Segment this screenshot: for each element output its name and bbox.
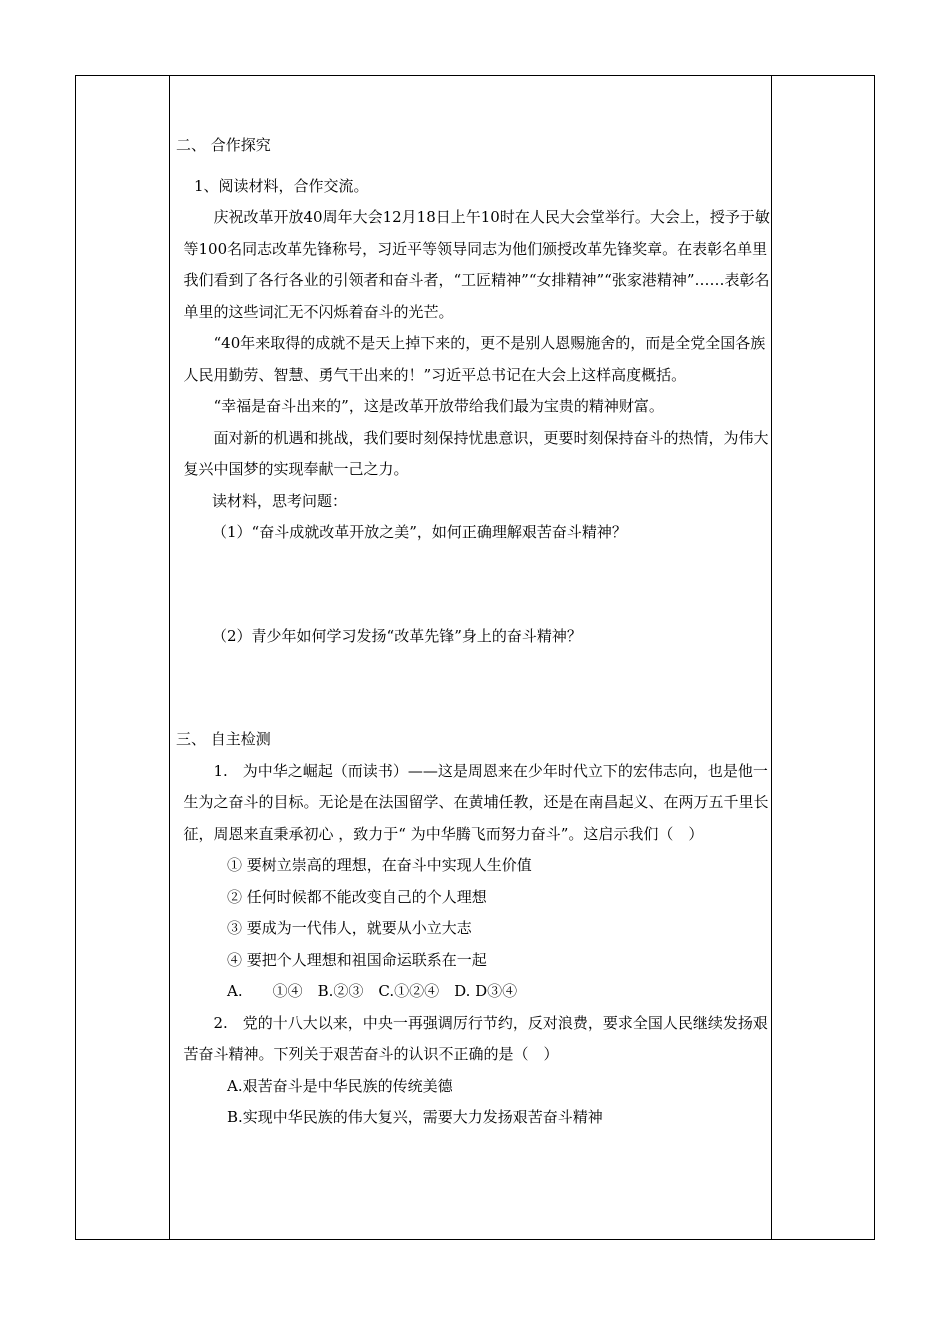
section2-item1-title: 1、阅读材料，合作交流。 [194,176,369,195]
test-q1-options: A. ①④ B.②③ C.①②④ D. D③④ [227,982,518,1000]
material-paragraph-2: “40年来取得的成就不是天上掉下来的，更不是别人恩赐施舍的，而是全党全国各族人民用勤劳、智慧、勇气干出来的！”习近平总书记在大会上这样高度概括。 [183,334,766,384]
table-top-border [75,75,875,76]
section3-heading: 三、 自主检测 [176,730,271,748]
main-cell-content [176,130,772,1134]
test-q1-item-1: ① 要树立崇高的理想，在奋斗中实现人生价值 [227,856,532,874]
test-q2-option-b: B.实现中华民族的伟大复兴，需要大力发扬艰苦奋斗精神 [227,1108,603,1126]
test-q1-item-2: ② 任何时候都不能改变自己的个人理想 [227,887,487,906]
test-question-2-stem: 2. 党的十八大以来，中央一再强调厉行节约，反对浪费，要求全国人民继续发扬艰苦奋斗精神。下列关于艰苦奋斗的认识不正确的是（ ） [183,1013,768,1063]
material-paragraph-3: “幸福是奋斗出来的”，这是改革开放带给我们最为宝贵的精神财富。 [213,397,664,415]
material-paragraph-4: 面对新的机遇和挑战，我们要时刻保持忧患意识，更要时刻保持奋斗的热情，为伟大复兴中国梦的实现奉献一己之力。 [183,428,769,478]
column-divider-1 [169,75,170,1240]
table-left-border [75,75,76,1240]
reading-prompt: 读材料，思考问题： [212,491,348,510]
test-question-1-stem: 1. 为中华之崛起（而读书）——这是周恩来在少年时代立下的宏伟志向，也是他一生为之奋斗的目标。无论是在法国留学、在黄埔任教，还是在南昌起义、在两万五千里长征，周恩来直秉承初心 ，致力于“ 为中华腾飞而努力奋斗”。这启示我们（ ） [183,761,769,843]
question-1: （1）“奋斗成就改革开放之美”，如何正确理解艰苦奋斗精神？ [212,523,627,541]
material-paragraph-1: 庆祝改革开放40周年大会12月18日上午10时在人民大会堂举行。大会上，授予于敏等100名同志改革先锋称号，习近平等领导同志为他们颁授改革先锋奖章。在表彰名单里我们看到了各行各业的引领者和奋斗者，“工匠精神”“女排精神”“张家港精神”……表彰名单里的这些词汇无不闪烁着奋斗的光芒。 [183,208,770,321]
table-bottom-border [75,1239,875,1240]
test-q1-item-4: ④ 要把个人理想和祖国命运联系在一起 [227,950,487,969]
test-q2-option-a: A.艰苦奋斗是中华民族的传统美德 [227,1076,453,1095]
table-right-border [874,75,875,1240]
test-q1-item-3: ③ 要成为一代伟人，就要从小立大志 [227,919,472,937]
section2-heading: 二、 合作探究 [176,136,271,154]
question-2: （2）青少年如何学习发扬“改革先锋”身上的奋斗精神？ [212,626,582,645]
